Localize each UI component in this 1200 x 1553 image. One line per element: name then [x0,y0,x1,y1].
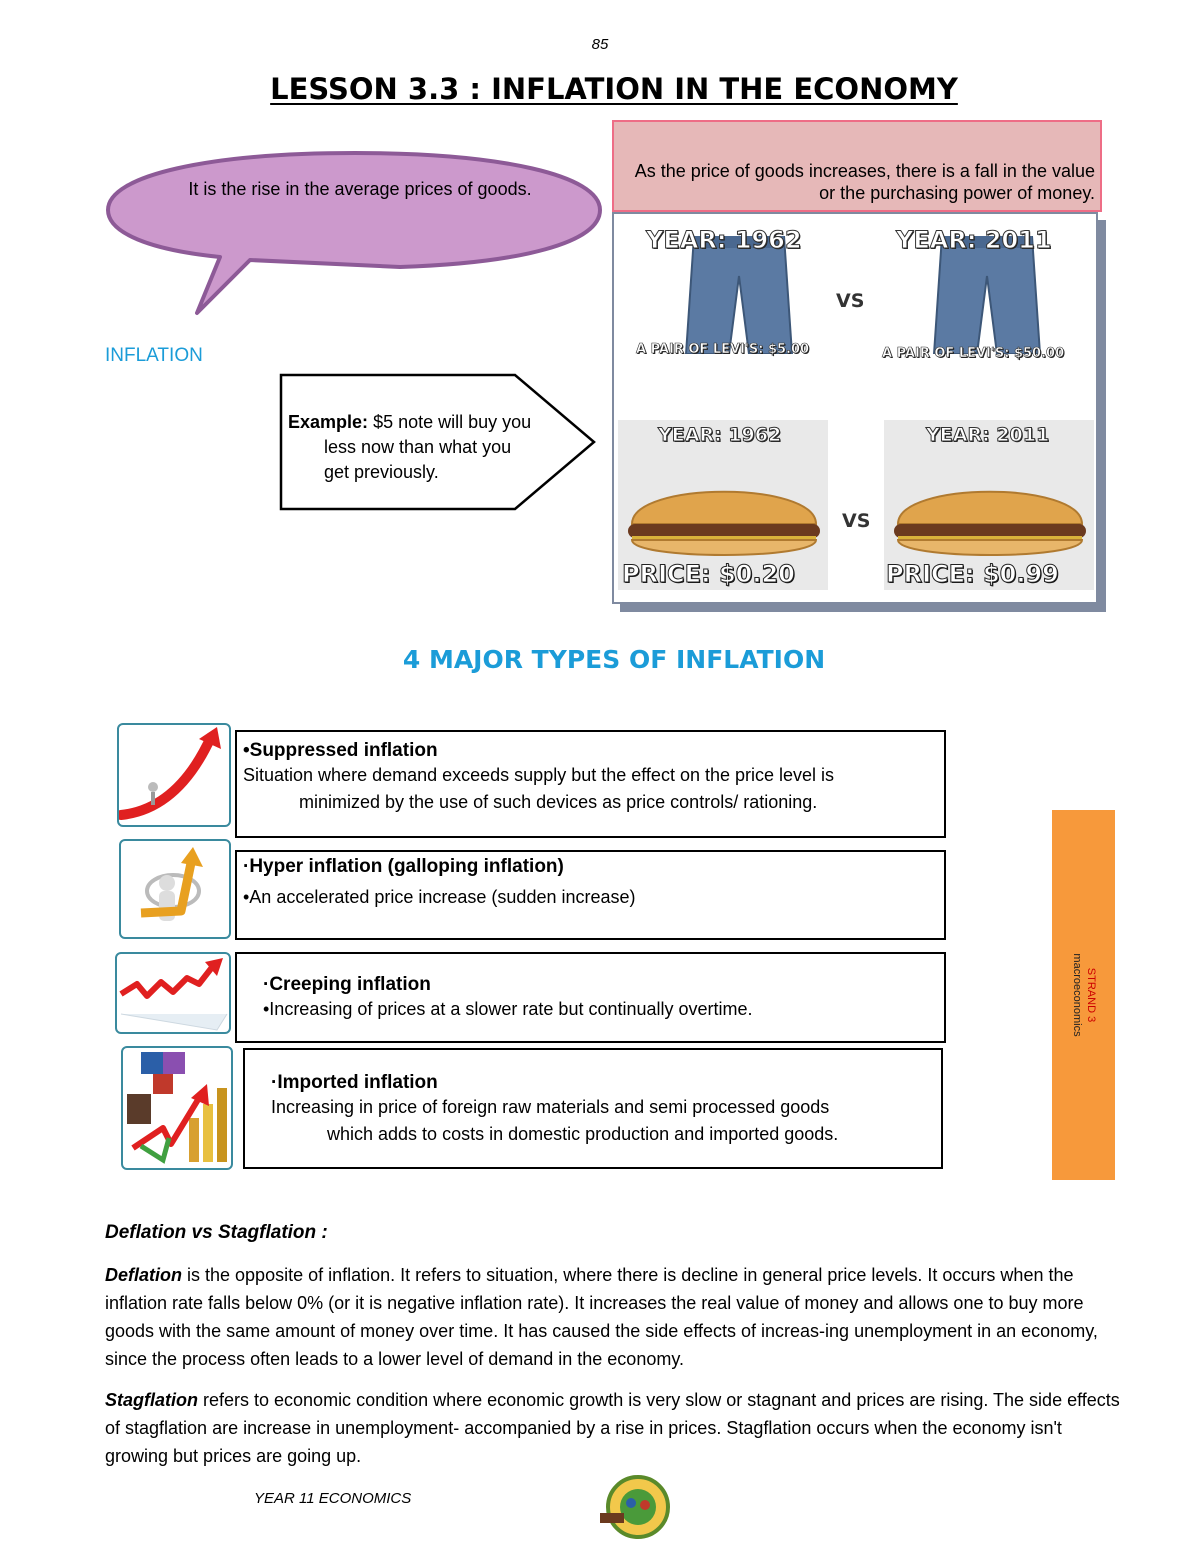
deflation-text: is the opposite of inflation. It refers to situation, where there is decline in general price levels. It occurs when the inflation rate falls below 0% (or it is negative inflation rate). It increases the real value of money and allows one to buy more goods with the same amount of money over time. It has caused the side effects of increas-ing unemployment in an economy, since the process often leads to a lower level of demand in the economy. [105,1265,1098,1369]
purchasing-power-note: As the price of goods increases, there is a fall in the value or the purchasing power of money. [634,161,1095,203]
person-arrow-icon [121,841,229,937]
strand-label: STRAND 3 [1085,967,1097,1023]
inflation-label: INFLATION [105,345,203,366]
suppressed-inflation-title: •Suppressed inflation [243,740,438,761]
zigzag-arrow-icon [117,954,229,1032]
suppressed-inflation-desc-1: Situation where demand exceeds supply but the effect on the price level is [243,765,835,785]
definition-text: It is the rise in the average prices of goods. [188,179,532,199]
hyper-inflation-image [119,839,231,939]
strand-sidebar-text [1070,953,1098,1036]
jeans-vs: VS [836,290,865,312]
imported-inflation-image [121,1046,233,1170]
imported-inflation-box [243,1048,943,1169]
rising-arrow-icon [119,725,229,825]
example-line-1: $5 note will buy you [373,412,532,432]
burger-1962-year: YEAR: 1962 [658,424,782,446]
burger-1962-price: PRICE: $0.20 [622,560,795,588]
deflation-vs-stagflation-heading: Deflation vs Stagflation : [105,1222,328,1243]
burger-1962-icon [624,476,824,566]
hyper-inflation-box [235,850,946,940]
page-number: 85 [591,36,609,53]
strand-topic: macroeconomics [1071,953,1083,1037]
creeping-inflation-title: ·Creeping inflation [263,974,431,995]
school-logo-icon [598,1473,674,1543]
imported-inflation-desc-1: Increasing in price of foreign raw materials and semi processed goods [271,1097,830,1117]
hyper-inflation-desc: •An accelerated price increase (sudden increase) [243,887,636,907]
burger-2011-price: PRICE: $0.99 [886,560,1059,588]
imported-inflation-title: ·Imported inflation [271,1072,438,1093]
creeping-inflation-desc: •Increasing of prices at a slower rate but continually overtime. [263,999,753,1019]
example-label: Example: [288,412,369,432]
hyper-inflation-title: ·Hyper inflation (galloping inflation) [243,856,564,877]
creeping-inflation-image [115,952,231,1034]
definition-bubble-shape [100,145,610,325]
burger-2011-year: YEAR: 2011 [926,424,1050,446]
burger-2011-icon [890,476,1090,566]
collage-chart-icon [123,1048,231,1168]
deflation-term: Deflation [105,1265,183,1285]
stagflation-paragraph [105,1386,1125,1470]
suppressed-inflation-desc-2: minimized by the use of such devices as price controls/ rationing. [299,792,818,812]
suppressed-inflation-image [117,723,231,827]
jeans-1962-price: A PAIR OF LEVI'S: $5.00 [636,342,810,357]
example-line-3: get previously. [324,462,439,482]
suppressed-inflation-box [235,730,946,838]
example-line-2: less now than what you [324,437,512,457]
deflation-paragraph [105,1261,1125,1373]
jeans-2011-price: A PAIR OF LEVI'S: $50.00 [882,346,1065,361]
lesson-title: LESSON 3.3 : INFLATION IN THE ECONOMY [270,72,958,106]
imported-inflation-desc-2: which adds to costs in domestic production and imported goods. [327,1124,839,1144]
example-text [288,410,558,485]
types-heading: 4 MAJOR TYPES OF INFLATION [402,645,826,674]
price-comparison-graphic [612,212,1098,604]
burger-vs: VS [842,510,871,532]
jeans-1962-year: YEAR: 1962 [646,226,802,254]
jeans-2011-year: YEAR: 2011 [896,226,1052,254]
stagflation-text: refers to economic condition where economic growth is very slow or stagnant and prices are rising. The side effects of stagflation are increase in unemployment- accompanied by a rise in prices. Stagflation occurs when the economy isn't growing but prices are going up. [105,1390,1120,1466]
stagflation-term: Stagflation [105,1390,198,1410]
creeping-inflation-box [235,952,946,1043]
footer-label: YEAR 11 ECONOMICS [254,1490,412,1507]
